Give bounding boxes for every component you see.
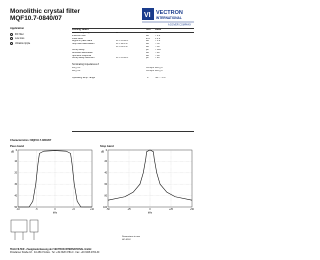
- footer: TELE FILTER · Zweigniederlassung der VECTRON INTERNATIONAL GmbH Potsdamer Straße 18 · D-14513 Teltow · Tel: +49 3328 4784-0 · Fax: +49 3328 4784-30: [10, 249, 100, 254]
- dimension-note: Dimensions in mm HC-45/U: [122, 236, 140, 241]
- application-list: [10, 33, 50, 46]
- brand-tag: A DOVER COMPANY: [168, 23, 192, 26]
- model-number: MQF10.7-0840/07: [10, 15, 62, 22]
- table-row: Absolute attenuation dB > 90: [72, 51, 160, 54]
- stop-band-chart: [100, 148, 194, 214]
- x-tick-label: +10: [90, 209, 94, 211]
- table-row: Pass band kHz ± 4.2: [72, 37, 161, 40]
- package-drawing: [10, 218, 40, 242]
- spec-header-row: Limiting values Unit Value: [72, 29, 162, 31]
- x-tick-label: 0: [54, 209, 56, 211]
- table-row: R2 || C2 Ohm/pF 910 || 0: [72, 69, 163, 72]
- table-row: Stop band attenuation f0 ± 14 kHz dB > 50: [72, 43, 160, 46]
- list-item: Low loss: [10, 37, 50, 41]
- table-row: Insertion loss dB < 4.0: [72, 34, 161, 37]
- y-tick-label: 50: [14, 206, 17, 209]
- stop-band-title: Stop band: [100, 144, 114, 148]
- vectron-logo: [142, 8, 194, 26]
- characteristics-title: Characteristics: MQF10.7-0840/07: [10, 139, 52, 142]
- x-axis-label: kHz: [147, 211, 153, 214]
- y-tick-label: 80: [104, 195, 107, 198]
- table-row: Operating temp. range °C -20 ... +70: [72, 76, 166, 79]
- x-tick-label: -10: [16, 209, 20, 211]
- spec-table: [72, 29, 194, 80]
- x-tick-label: -25: [127, 209, 131, 211]
- x-tick-label: +50: [190, 209, 194, 211]
- x-tick-label: +25: [169, 209, 173, 211]
- x-tick-label: +5: [72, 209, 75, 211]
- y-tick-label: 0: [15, 149, 17, 152]
- table-row: Group delay µs < 120: [72, 48, 161, 51]
- y-axis-label: dB: [101, 150, 104, 154]
- table-row: R1 || C1 Ohm/pF 910 || 0: [72, 67, 163, 70]
- table-row: Group delay distortion f0 ± 3.0 kHz µs < 20: [72, 57, 160, 60]
- x-tick-label: -50: [106, 209, 110, 211]
- x-tick-label: 0: [149, 209, 151, 211]
- y-tick-label: 60: [104, 184, 107, 186]
- pass-band-chart: [10, 148, 94, 214]
- pass-band-title: Pass band: [10, 144, 24, 148]
- x-tick-label: -5: [35, 209, 38, 211]
- table-row: Ripple in pass band f0 ± 3.0 kHz dB < 1.0: [72, 40, 161, 43]
- table-row: f0 ± 25 kHz dB > 60: [116, 46, 160, 49]
- y-axis-label: dB: [11, 150, 14, 154]
- list-item: IFF filter: [10, 33, 50, 37]
- y-tick-label: 100: [103, 206, 107, 209]
- y-tick-label: 0: [105, 149, 107, 152]
- x-axis-label: kHz: [52, 211, 58, 214]
- table-row: Centre frequency f0 MHz 10.7: [72, 31, 160, 34]
- y-tick-label: 20: [104, 161, 107, 164]
- y-tick-label: 40: [14, 195, 17, 198]
- y-tick-label: 10: [14, 161, 17, 164]
- application-label: Application: [10, 27, 25, 30]
- termination-label: Terminating impedances Z: [72, 64, 99, 67]
- page-title: Monolithic crystal filter: [10, 8, 80, 15]
- brand-sub: INTERNATIONAL: [156, 16, 182, 20]
- svg-text:VI: VI: [144, 12, 151, 19]
- brand-name: VECTRON: [156, 10, 183, 16]
- table-row: Spurious response dB > 60: [72, 54, 160, 57]
- y-tick-label: 40: [104, 172, 107, 175]
- list-item: Ultralow ripple: [10, 42, 50, 46]
- y-tick-label: 30: [14, 184, 17, 186]
- y-tick-label: 20: [14, 172, 17, 175]
